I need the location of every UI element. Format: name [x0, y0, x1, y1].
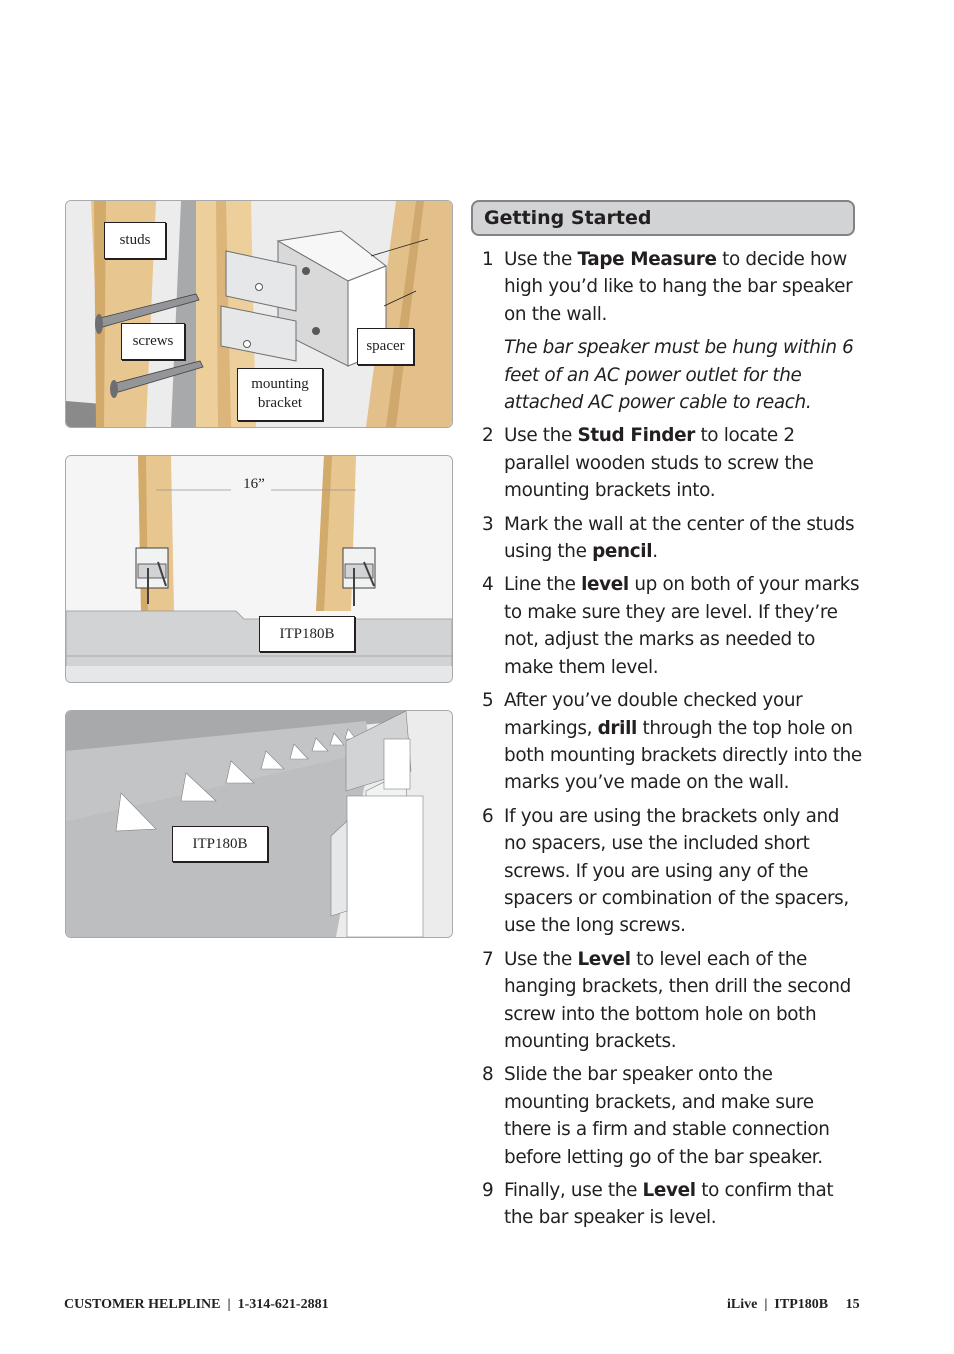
illustration-speaker-mounted	[65, 710, 453, 938]
step-number: 3	[482, 513, 494, 535]
step-number: 7	[482, 948, 494, 970]
step-1	[482, 246, 862, 416]
callout-mounting-bracket-line1: mounting	[251, 376, 309, 392]
step-text-run: After you’ve double checked your markings,	[504, 690, 803, 739]
step-3	[482, 511, 862, 566]
step-text-run: Use the	[504, 948, 578, 970]
step-keyword: Level	[642, 1180, 696, 1201]
callout-screws: screws	[121, 323, 185, 360]
step-text-run: Use the	[504, 249, 578, 270]
footer-brand-page: iLive | ITP180B 15	[727, 1297, 860, 1312]
step-8	[482, 1061, 862, 1171]
step-9	[482, 1177, 862, 1232]
step-number: 2	[482, 425, 494, 447]
step-text-run: to decide how high you’d like to hang the bar speaker on the wall.	[504, 249, 853, 325]
instruction-steps	[482, 246, 862, 1238]
distance-label: 16”	[243, 476, 265, 492]
step-keyword: Stud Finder	[577, 425, 695, 447]
callout-studs: studs	[104, 222, 166, 259]
step-text	[504, 1177, 862, 1232]
callout-spacer: spacer	[357, 328, 414, 365]
step-text-run: Use the	[504, 425, 578, 447]
step-keyword: Level	[577, 948, 631, 970]
section-header	[471, 200, 855, 236]
step-text	[504, 946, 862, 1056]
step-text-run: Slide the bar speaker onto the mounting brackets, and make sure there is a firm and stable connection before letting go of the bar speaker.	[504, 1064, 830, 1168]
callout-mounting-bracket-line2: bracket	[257, 395, 303, 411]
step-text	[504, 687, 862, 797]
step-text	[504, 511, 862, 566]
step-keyword: pencil	[592, 541, 653, 563]
step-text-run: to confirm that the bar speaker is level.	[504, 1180, 834, 1229]
step-number: 4	[482, 574, 494, 596]
step-text-run: through the top hole on both mounting brackets directly into the marks you’ve made on the wall.	[504, 717, 862, 794]
step-text-run: .	[652, 541, 658, 563]
step-text-run: to locate 2 parallel wooden studs to screw the mounting brackets into.	[504, 425, 814, 502]
speaker-mounted-drawing	[66, 711, 452, 937]
step-keyword: Tape Measure	[577, 249, 717, 270]
step-2	[482, 422, 862, 504]
step-text	[504, 803, 862, 940]
step-number: 5	[482, 690, 494, 712]
step-keyword: drill	[597, 717, 638, 739]
step-text	[504, 422, 862, 504]
step-number: 8	[482, 1064, 494, 1086]
step-text-run: up on both of your marks to make sure they are level. If they’re not, adjust the marks as needed to make them level.	[504, 574, 860, 678]
step-5	[482, 687, 862, 797]
step-note: The bar speaker must be hung within 6 feet of an AC power outlet for the attached AC power cable to reach.	[504, 337, 854, 414]
step-7	[482, 946, 862, 1056]
illustration-stud-spacing	[65, 455, 453, 683]
step-number: 9	[482, 1180, 494, 1201]
step-6	[482, 803, 862, 940]
callout-product-fig3: ITP180B	[172, 826, 268, 862]
step-number: 1	[482, 249, 494, 270]
step-text	[504, 1061, 862, 1171]
step-4	[482, 571, 862, 681]
section-title: Getting Started	[484, 207, 652, 229]
footer-helpline: CUSTOMER HELPLINE | 1-314-621-2881	[64, 1297, 329, 1312]
step-keyword: level	[581, 574, 629, 596]
step-text	[504, 571, 862, 681]
step-text-run: Mark the wall at the center of the studs using the	[504, 513, 855, 563]
illustration-bracket-assembly	[65, 200, 453, 428]
callout-mounting-bracket	[237, 368, 323, 421]
step-text-run: If you are using the brackets only and no spacers, use the included short screws. If you are using any of the spacers or combination of the spacers, use the long screws.	[504, 805, 849, 937]
step-text-run: Line the	[504, 574, 582, 596]
step-text-run: to level each of the hanging brackets, then drill the second screw into the bottom hole on both mounting brackets.	[504, 948, 852, 1052]
step-text	[504, 246, 862, 328]
step-number: 6	[482, 805, 494, 827]
callout-product-fig2: ITP180B	[259, 616, 355, 652]
step-text-run: Finally, use the	[504, 1180, 643, 1201]
